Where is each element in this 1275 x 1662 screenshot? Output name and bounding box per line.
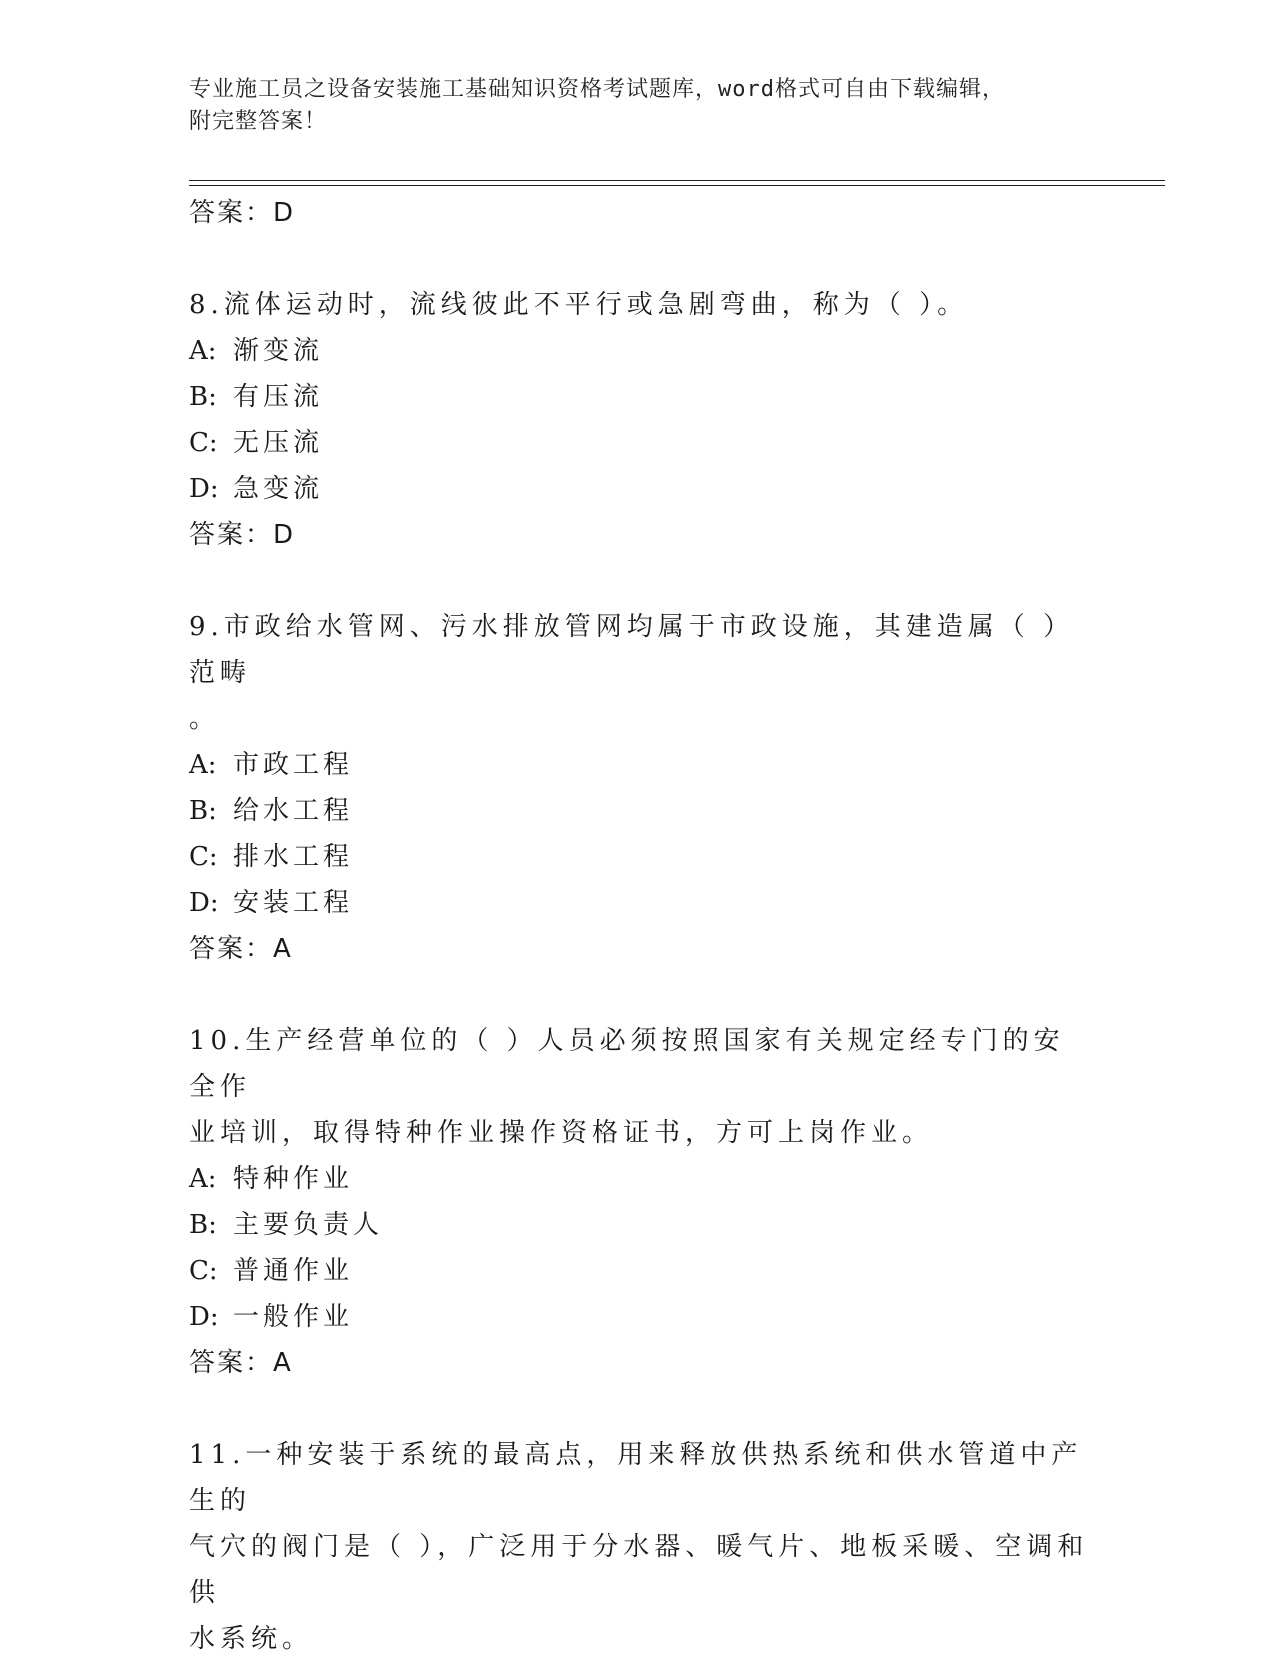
option-letter: D: [189,888,219,918]
option-a [189,742,1089,788]
option-letter: C: [189,1256,218,1286]
option-letter: D: [189,1302,219,1332]
answer-value: D [273,198,295,228]
option-text: 特种作业 [233,1164,354,1194]
answer-label: 答案： [189,1348,274,1378]
option-letter: A: [189,336,217,366]
option-d [189,1294,1089,1340]
option-letter: C: [189,842,218,872]
option-letter: B: [189,382,217,412]
header-divider-bottom [189,185,1165,186]
answer-line [189,1340,1089,1386]
option-letter: C: [189,428,218,458]
option-text: 一般作业 [233,1302,354,1332]
header-divider-top [189,180,1165,181]
option-text: 市政工程 [233,750,354,780]
option-text: 有压流 [233,382,324,412]
option-text: 给水工程 [233,796,354,826]
option-text: 无压流 [233,428,324,458]
question-8 [189,282,1089,558]
question-text-line: 11.一种安装于系统的最高点，用来释放供热系统和供水管道中产生的 [189,1440,1083,1516]
answer-label: 答案： [189,520,274,550]
option-text: 渐变流 [233,336,324,366]
option-text: 普通作业 [233,1256,354,1286]
option-text: 安装工程 [233,888,354,918]
option-text: 排水工程 [233,842,354,872]
header-line-1: 专业施工员之设备安装施工基础知识资格考试题库，word格式可自由下载编辑， [189,77,1005,102]
answer-value: A [273,1348,292,1378]
answer-label: 答案： [189,198,274,228]
question-10 [189,1018,1089,1386]
question-text-line: 气穴的阀门是（ ），广泛用于分水器、暖气片、地板采暖、空调和供 [189,1532,1089,1608]
answer-line [189,512,1089,558]
option-letter: A: [189,1164,217,1194]
question-text-line: 10.生产经营单位的（ ）人员必须按照国家有关规定经专门的安全作 [189,1026,1065,1102]
option-a [189,328,1089,374]
option-b [189,788,1089,834]
header-line-2: 附完整答案！ [189,109,328,134]
option-b [189,374,1089,420]
option-c [189,420,1089,466]
answer-line [189,926,1089,972]
option-text: 急变流 [233,474,324,504]
question-text-line: 9.市政给水管网、污水排放管网均属于市政设施，其建造属（ ）范畴 [189,612,1075,688]
answer-value: A [273,934,292,964]
question-text-line: 业培训，取得特种作业操作资格证书，方可上岗作业。 [189,1118,934,1148]
option-letter: D: [189,474,219,504]
option-b [189,1202,1089,1248]
option-c [189,1248,1089,1294]
option-letter: B: [189,1210,217,1240]
question-text-line: 。 [189,704,221,734]
question-11 [189,1432,1089,1662]
question-text-line: 水系统。 [189,1624,314,1654]
question-list [189,190,1089,1662]
question-9 [189,604,1089,972]
option-c [189,834,1089,880]
option-text: 主要负责人 [233,1210,384,1240]
option-letter: A: [189,750,217,780]
answer-line [189,190,1089,236]
answer-label: 答案： [189,934,274,964]
question-text-line: 8.流体运动时，流线彼此不平行或急剧弯曲，称为（ ）。 [189,290,969,320]
option-d [189,880,1089,926]
option-a [189,1156,1089,1202]
document-header [189,74,1069,138]
option-d [189,466,1089,512]
answer-value: D [273,520,295,550]
option-letter: B: [189,796,217,826]
